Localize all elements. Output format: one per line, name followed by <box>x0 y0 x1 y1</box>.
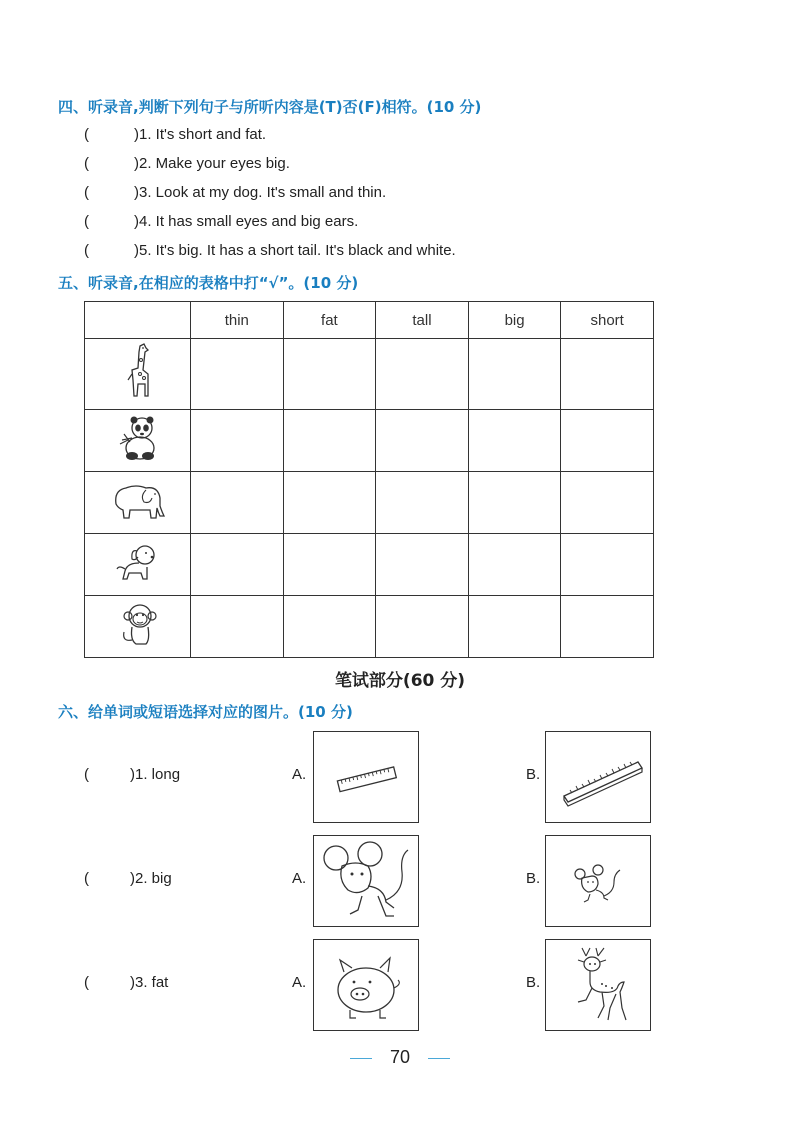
page-number <box>0 1047 800 1068</box>
answer-paren[interactable]: ( <box>84 242 89 259</box>
check-cell[interactable] <box>283 596 376 658</box>
option-b-picture[interactable] <box>545 835 651 927</box>
option-b-label: B. <box>526 870 541 887</box>
check-cell[interactable] <box>376 596 469 658</box>
short-ruler-icon <box>314 732 418 822</box>
written-part-title: 笔试部分(60 分) <box>334 671 466 691</box>
table-row <box>85 339 654 410</box>
choice-label: )2. big <box>130 870 172 887</box>
long-ruler-icon <box>546 732 650 822</box>
section-5-title: 五、听录音,在相应的表格中打“√”。(10 分) <box>58 274 359 292</box>
tf-item-2 <box>84 155 290 172</box>
table-row <box>85 596 654 658</box>
check-cell[interactable] <box>561 596 654 658</box>
big-mouse-icon <box>314 836 418 926</box>
check-cell[interactable] <box>468 472 561 534</box>
section-4-title: 四、听录音,判断下列句子与所听内容是(T)否(F)相符。(10 分) <box>58 98 482 116</box>
answer-paren[interactable]: ( <box>84 766 89 783</box>
header-tall: tall <box>376 302 469 339</box>
check-cell[interactable] <box>561 472 654 534</box>
elephant-icon <box>110 478 166 524</box>
table-row <box>85 534 654 596</box>
elephant-cell <box>85 472 191 534</box>
giraffe-icon <box>118 340 158 404</box>
option-a-picture[interactable] <box>313 731 419 823</box>
table-row <box>85 472 654 534</box>
monkey-icon <box>116 600 160 650</box>
option-b-picture[interactable] <box>545 939 651 1031</box>
page-number-text: 70 <box>389 1047 411 1067</box>
option-b-label: B. <box>526 974 541 991</box>
check-cell[interactable] <box>283 472 376 534</box>
check-cell[interactable] <box>191 534 284 596</box>
answer-paren[interactable]: ( <box>84 155 89 172</box>
check-cell[interactable] <box>191 472 284 534</box>
check-cell[interactable] <box>376 339 469 410</box>
tf-item-4 <box>84 213 358 230</box>
answer-paren[interactable]: ( <box>84 974 89 991</box>
corner-cell <box>85 302 191 339</box>
check-cell[interactable] <box>191 339 284 410</box>
answer-paren[interactable]: ( <box>84 213 89 230</box>
check-cell[interactable] <box>561 534 654 596</box>
check-cell[interactable] <box>468 339 561 410</box>
monkey-cell <box>85 596 191 658</box>
table-header-row <box>85 302 654 339</box>
pig-icon <box>314 940 418 1030</box>
tf-item-text: )4. It has small eyes and big ears. <box>134 213 359 230</box>
check-cell[interactable] <box>191 596 284 658</box>
check-cell[interactable] <box>561 339 654 410</box>
header-short: short <box>561 302 654 339</box>
table-row <box>85 410 654 472</box>
option-a-picture[interactable] <box>313 835 419 927</box>
answer-paren[interactable]: ( <box>84 126 89 143</box>
check-cell[interactable] <box>283 534 376 596</box>
page-number-dash-left <box>350 1058 372 1059</box>
check-cell[interactable] <box>561 410 654 472</box>
small-mouse-icon <box>546 836 650 926</box>
check-cell[interactable] <box>376 534 469 596</box>
panda-icon <box>114 414 162 464</box>
check-cell[interactable] <box>468 596 561 658</box>
header-fat: fat <box>283 302 376 339</box>
choice-label: )1. long <box>130 766 181 783</box>
deer-icon <box>546 940 650 1030</box>
check-cell[interactable] <box>283 410 376 472</box>
check-cell[interactable] <box>468 534 561 596</box>
check-cell[interactable] <box>283 339 376 410</box>
panda-cell <box>85 410 191 472</box>
tf-item-text: )1. It's short and fat. <box>134 126 267 143</box>
section-6-title: 六、给单词或短语选择对应的图片。(10 分) <box>58 703 353 721</box>
choice-label: )3. fat <box>130 974 169 991</box>
tf-item-text: )2. Make your eyes big. <box>134 155 290 172</box>
option-a-label: A. <box>292 766 307 783</box>
header-big: big <box>468 302 561 339</box>
option-b-picture[interactable] <box>545 731 651 823</box>
animal-adjective-table <box>84 301 654 658</box>
answer-paren[interactable]: ( <box>84 870 89 887</box>
option-b-label: B. <box>526 766 541 783</box>
tf-item-1 <box>84 126 266 143</box>
tf-item-text: )3. Look at my dog. It's small and thin. <box>134 184 387 201</box>
choice-item-3 <box>84 974 168 991</box>
tf-item-text: )5. It's big. It has a short tail. It's black and white. <box>134 242 456 259</box>
page-number-dash-right <box>428 1058 450 1059</box>
answer-paren[interactable]: ( <box>84 184 89 201</box>
option-a-picture[interactable] <box>313 939 419 1031</box>
dog-cell <box>85 534 191 596</box>
dog-icon <box>113 541 163 585</box>
giraffe-cell <box>85 339 191 410</box>
tf-item-5 <box>84 242 456 259</box>
check-cell[interactable] <box>376 410 469 472</box>
option-a-label: A. <box>292 974 307 991</box>
tf-item-3 <box>84 184 386 201</box>
check-cell[interactable] <box>191 410 284 472</box>
choice-item-2 <box>84 870 172 887</box>
choice-item-1 <box>84 766 180 783</box>
check-cell[interactable] <box>468 410 561 472</box>
header-thin: thin <box>191 302 284 339</box>
option-a-label: A. <box>292 870 307 887</box>
check-cell[interactable] <box>376 472 469 534</box>
